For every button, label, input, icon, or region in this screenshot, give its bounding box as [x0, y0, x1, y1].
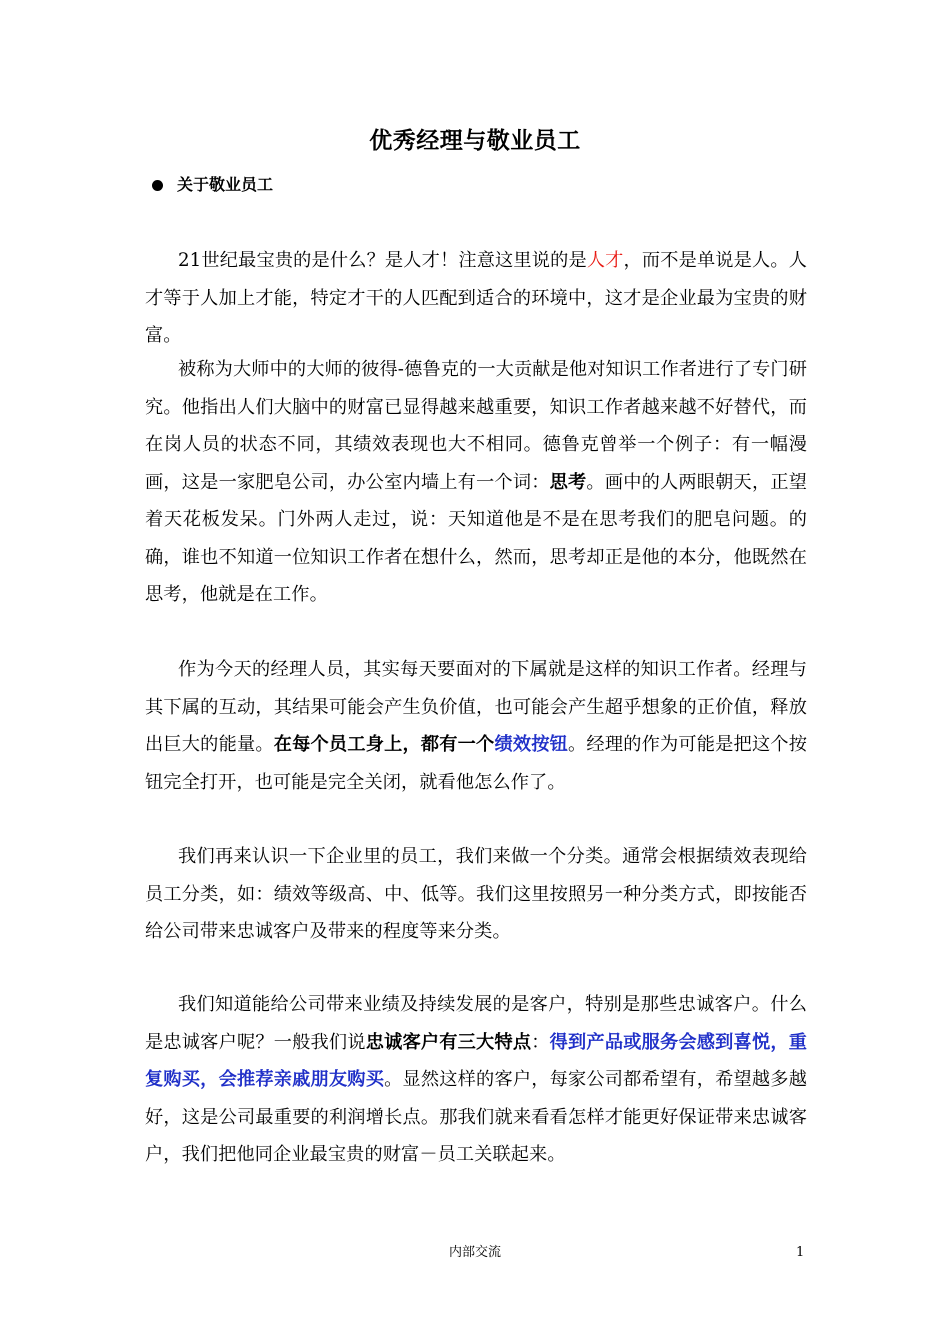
paragraph-1 — [145, 242, 807, 355]
paragraph-3-text-b: 。经理的作为可能是把这个按钮完全打开，也可能是完全关闭，就看他怎么作了。 — [145, 734, 808, 793]
highlight-talent: 人才 — [586, 250, 624, 271]
footer-label: 内部交流 — [448, 1245, 501, 1260]
paragraph-3 — [145, 651, 807, 801]
paragraph-2-text-a: 被称为大师中的大师的彼得-德鲁克的一大贡献是他对知识工作者进行了专门研究。他指出人们大脑中的财富已显得越来越重要，知识工作者越来越不好替代，而在岗人员的状态不同，其绩效表现也大不相同。德鲁克曾举一个例子：有一幅漫画，这是一家肥皂公司，办公室内墙上有一个词： — [145, 359, 807, 493]
paragraph-1-text-b: ，而不是单说是人。人才等于人加上才能，特定才干的人匹配到适合的环境中，这才是企业最为宝贵的财富。 — [145, 250, 807, 346]
paragraph-2-text-b: 。画中的人两眼朝天，正望着天花板发呆。门外两人走过，说：天知道他是不是在思考我们的肥皂问题。的确，谁也不知道一位知识工作者在想什么，然而，思考却正是他的本分，他既然在思考，他就是在工作。 — [145, 471, 808, 605]
section-heading-label: 关于敬业员工 — [177, 175, 274, 194]
bullet-icon — [152, 180, 163, 191]
paragraph-5-text-b: 。显然这样的客户，每家公司都希望有，希望越多越好，这是公司最重要的利润增长点。那我们就来看看怎样才能更好保证带来忠诚客户，我们把他同企业最宝贵的财富－员工关联起来。 — [145, 1069, 807, 1165]
highlight-think: 思考 — [549, 471, 587, 493]
page-number: 1 — [796, 1245, 805, 1260]
highlight-loyal-list: 得到产品或服务会感到喜悦，重复购买，会推荐亲戚朋友购买 — [145, 1031, 808, 1090]
paragraph-5-text-a: 我们知道能给公司带来业绩及持续发展的是客户，特别是那些忠诚客户。什么是忠诚客户呢？一般我们说 — [145, 994, 807, 1053]
highlight-every-employee: 在每个员工身上，都有一个 — [273, 734, 495, 755]
highlight-loyal-traits: 忠诚客户有三大特点 — [365, 1031, 532, 1053]
paragraph-2 — [145, 351, 807, 614]
paragraph-1-text-a: 21世纪最宝贵的是什么？是人才！注意这里说的是 — [178, 250, 587, 271]
highlight-performance-button: 绩效按钮 — [494, 734, 569, 755]
paragraph-4 — [145, 838, 807, 951]
section-heading — [152, 170, 273, 200]
page-title: 优秀经理与敬业员工 — [369, 127, 581, 154]
paragraph-3-text-a: 作为今天的经理人员，其实每天要面对的下属就是这样的知识工作者。经理与其下属的互动，其结果可能会产生负价值，也可能会产生超乎想象的正价值，释放出巨大的能量。 — [145, 659, 807, 755]
paragraph-5 — [145, 986, 807, 1174]
paragraph-4-text: 我们再来认识一下企业里的员工，我们来做一个分类。通常会根据绩效表现给员工分类，如：绩效等级高、中、低等。我们这里按照另一种分类方式，即按能否给公司带来忠诚客户及带来的程度等来分类。 — [145, 846, 807, 942]
paragraph-5-colon: ： — [531, 1031, 550, 1053]
